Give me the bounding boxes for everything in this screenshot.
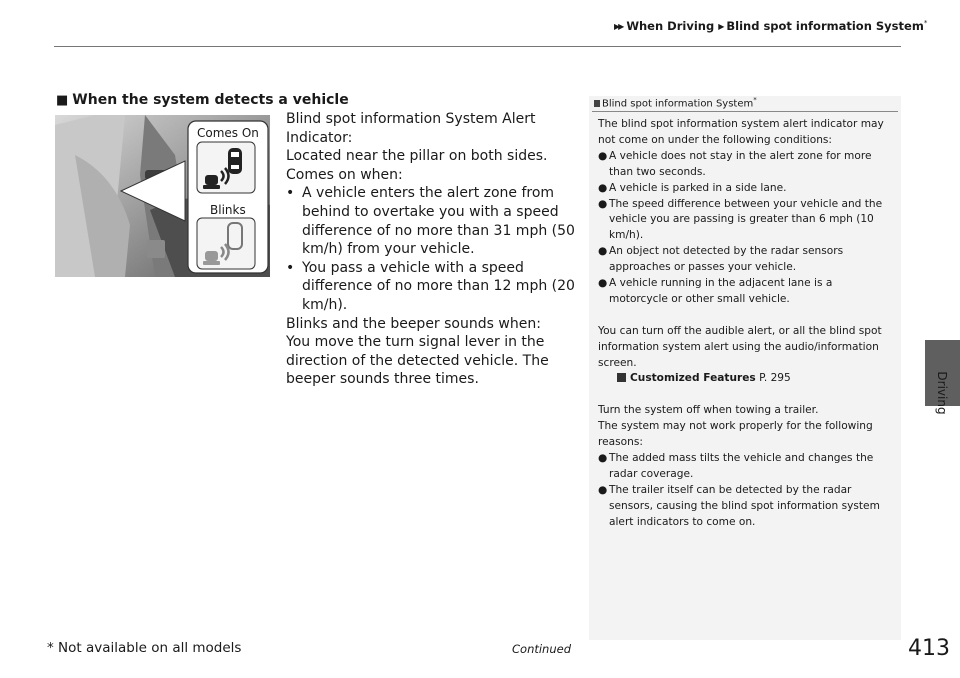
bullet-icon: ● — [598, 245, 608, 258]
comes-on-line: Comes on when: — [286, 166, 403, 183]
page-number: 413 — [908, 636, 950, 661]
bullet-icon: • — [286, 185, 295, 202]
header-divider — [54, 46, 901, 47]
section-heading-text: When the system detects a vehicle — [72, 92, 349, 108]
bullet-text: A vehicle enters the alert zone from behind to overtake you with a speed difference of no more than 31 mph (50 km/h) from your vehicle. — [302, 185, 575, 258]
sidebar-title-text: Blind spot information System — [602, 98, 754, 110]
xref-title: Customized Features — [630, 372, 756, 385]
blinks-title: Blinks and the beeper sounds when: — [286, 315, 541, 332]
bullet-text: The trailer itself can be detected by the radar sensors, causing the blind spot information system alert indicators to come on. — [609, 483, 880, 528]
sidebar-title — [594, 96, 757, 109]
chapter-tab-label: Driving — [935, 371, 949, 415]
bullet-icon: • — [286, 259, 295, 276]
sidebar-intro: The blind spot information system alert indicator may not come on under the following conditions: — [598, 118, 884, 146]
bullet-text: A vehicle is parked in a side lane. — [609, 181, 787, 194]
breadcrumb-topic: Blind spot information System — [726, 19, 924, 33]
list-item — [598, 244, 890, 276]
note-icon — [594, 100, 600, 107]
list-item — [286, 259, 578, 315]
bullet-text: The speed difference between your vehicle and the vehicle you are passing is greater than 6 mph (10 km/h). — [609, 197, 883, 242]
list-item — [598, 149, 890, 181]
bullet-text: The added mass tilts the vehicle and changes the radar coverage. — [609, 452, 874, 480]
bullet-text: An object not detected by the radar sensors approaches or passes your vehicle. — [609, 245, 844, 274]
footnote-mark: * — [753, 96, 757, 104]
sidebar-body — [598, 117, 890, 531]
footnote-mark: * — [923, 19, 928, 28]
towing-text: Turn the system off when towing a trailer. — [598, 404, 819, 417]
bullet-icon: ● — [598, 483, 608, 496]
breadcrumb — [614, 19, 927, 33]
footnote: * Not available on all models — [47, 640, 242, 656]
list-item — [286, 184, 578, 258]
bullet-text: You pass a vehicle with a speed difference of no more than 12 mph (20 km/h). — [302, 259, 575, 313]
cross-reference-link[interactable] — [598, 371, 890, 387]
turn-off-text: You can turn off the audible alert, or all the blind spot information system alert using the audio/information screen. — [598, 324, 882, 369]
spacer — [598, 308, 890, 324]
bullet-icon: ● — [598, 277, 608, 290]
location-line: Located near the pillar on both sides. — [286, 148, 548, 165]
arrow-icon: ▶ — [718, 22, 723, 31]
blinks-text: You move the turn signal lever in the direction of the detected vehicle. The beeper sounds three times. — [286, 334, 549, 388]
reasons-intro: The system may not work properly for the following reasons: — [598, 420, 873, 449]
comes-on-label: Comes On — [197, 126, 259, 140]
bullet-text: A vehicle running in the adjacent lane is a motorcycle or other small vehicle. — [609, 277, 833, 305]
bullet-icon: ● — [598, 197, 608, 210]
list-item — [598, 276, 890, 308]
indicator-line: Blind spot information System Alert Indicator: — [286, 111, 536, 146]
list-item — [598, 483, 890, 531]
breadcrumb-section: When Driving — [626, 19, 715, 33]
bullet-text: A vehicle does not stay in the alert zone for more than two seconds. — [609, 149, 872, 178]
list-item — [598, 197, 890, 245]
bullet-icon: ● — [598, 149, 608, 162]
bullet-icon: ● — [598, 452, 608, 464]
sidebar-divider — [592, 111, 898, 112]
list-item — [598, 451, 890, 483]
bullet-icon: ● — [598, 181, 608, 194]
xref-page: P. 295 — [759, 372, 791, 385]
main-body — [286, 110, 578, 389]
reference-arrow-icon — [617, 373, 626, 382]
continued-label: Continued — [512, 642, 572, 656]
spacer — [598, 387, 890, 403]
double-arrow-icon: ▶▶ — [614, 22, 623, 31]
list-item — [598, 181, 890, 197]
heading-marker: ■ — [56, 93, 69, 108]
section-heading — [56, 92, 349, 108]
blinks-label: Blinks — [210, 203, 246, 217]
